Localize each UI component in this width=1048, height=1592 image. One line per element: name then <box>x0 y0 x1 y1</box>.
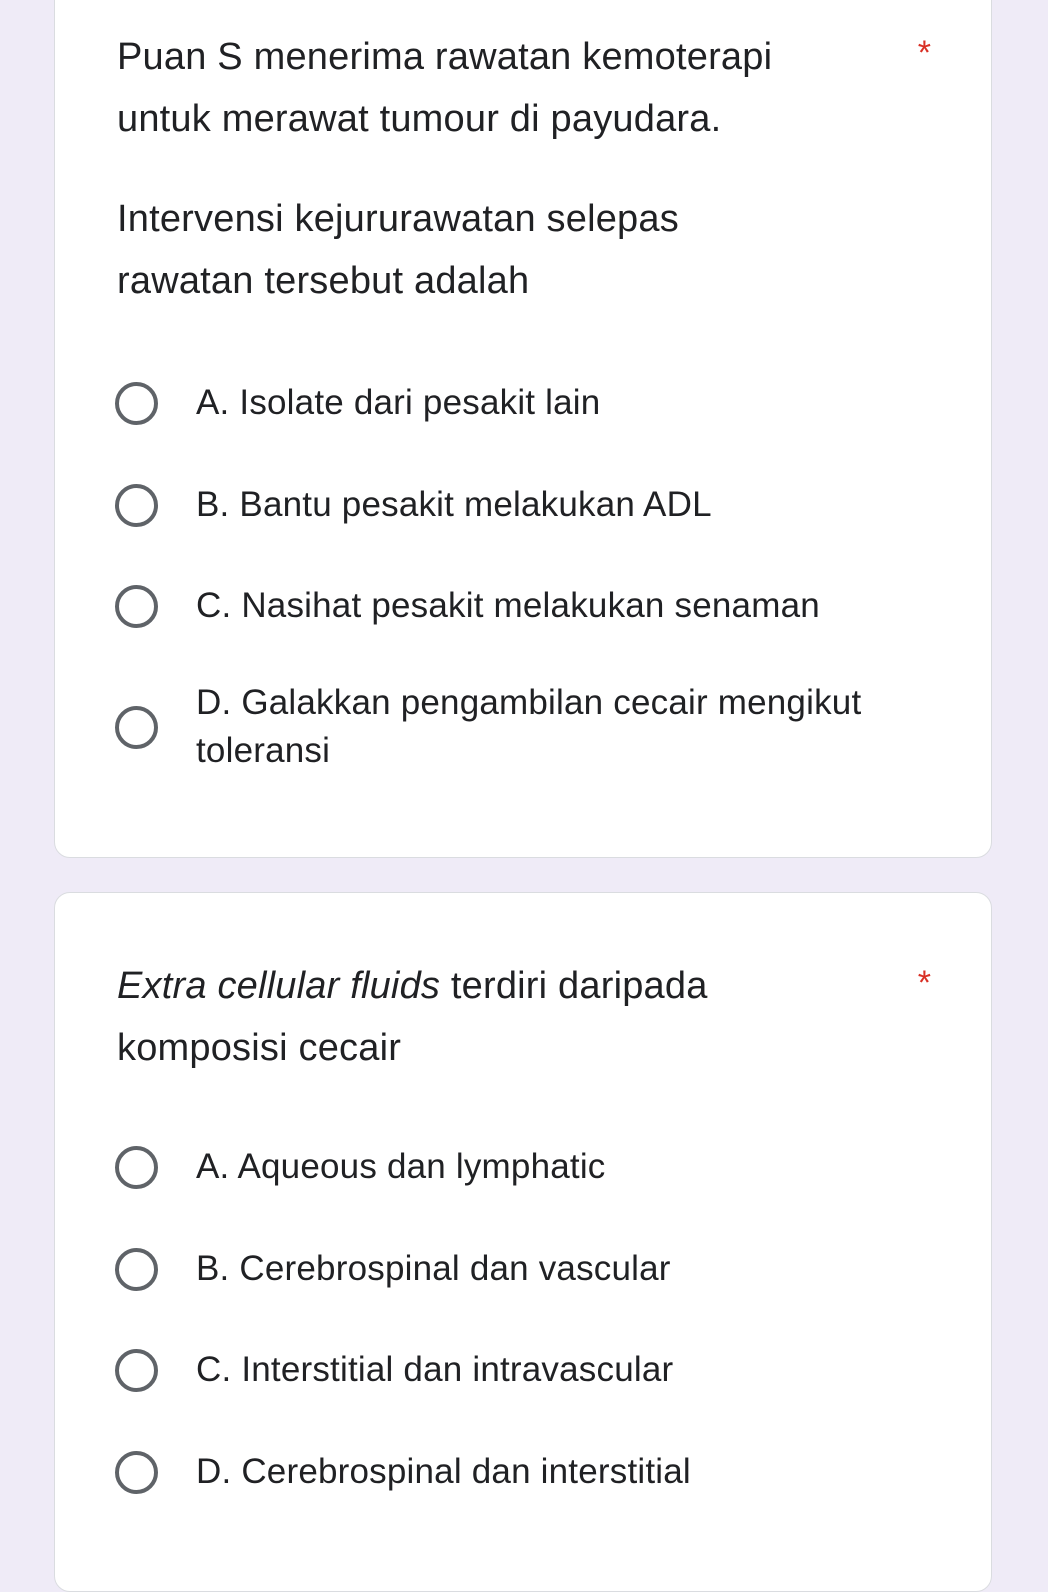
question-card-2 <box>54 892 992 1592</box>
option-2b[interactable] <box>115 1245 935 1293</box>
option-label: C. Nasihat pesakit melakukan senaman <box>196 586 820 625</box>
option-label: A. Aqueous dan lymphatic <box>196 1147 606 1186</box>
option-1d[interactable] <box>115 679 875 775</box>
option-1a[interactable] <box>115 379 935 427</box>
radio-unchecked-icon[interactable] <box>115 484 158 527</box>
question-1-line-1: Puan S menerima rawatan kemoterapi untuk merawat tumour di payudara. <box>117 36 773 140</box>
radio-unchecked-icon[interactable] <box>115 1248 158 1291</box>
option-label: D. Cerebrospinal dan interstitial <box>196 1452 691 1491</box>
option-label: D. Galakkan pengambilan cecair mengikut toleransi <box>196 683 862 770</box>
question-text-2 <box>117 955 817 1079</box>
radio-unchecked-icon[interactable] <box>115 1349 158 1392</box>
required-asterisk: * <box>917 34 931 72</box>
question-1-line-2: Intervensi kejururawatan selepas rawatan tersebut adalah <box>117 198 679 302</box>
option-2d[interactable] <box>115 1448 935 1496</box>
radio-unchecked-icon[interactable] <box>115 706 158 749</box>
radio-unchecked-icon[interactable] <box>115 585 158 628</box>
radio-unchecked-icon[interactable] <box>115 1146 158 1189</box>
radio-unchecked-icon[interactable] <box>115 1451 158 1494</box>
question-card-1 <box>54 0 992 858</box>
option-label: B. Bantu pesakit melakukan ADL <box>196 485 712 524</box>
question-2-italic: Extra cellular fluids <box>117 965 441 1007</box>
required-asterisk: * <box>917 964 931 1002</box>
question-2-line <box>117 955 817 1079</box>
radio-unchecked-icon[interactable] <box>115 382 158 425</box>
option-label: B. Cerebrospinal dan vascular <box>196 1249 671 1288</box>
option-label: C. Interstitial dan intravascular <box>196 1350 674 1389</box>
question-2-rest: terdiri daripada komposisi cecair <box>117 965 708 1069</box>
option-label: A. Isolate dari pesakit lain <box>196 383 601 422</box>
option-2a[interactable] <box>115 1143 935 1191</box>
option-2c[interactable] <box>115 1346 935 1394</box>
question-text-1 <box>117 26 817 312</box>
option-1b[interactable] <box>115 481 935 529</box>
option-1c[interactable] <box>115 582 935 630</box>
